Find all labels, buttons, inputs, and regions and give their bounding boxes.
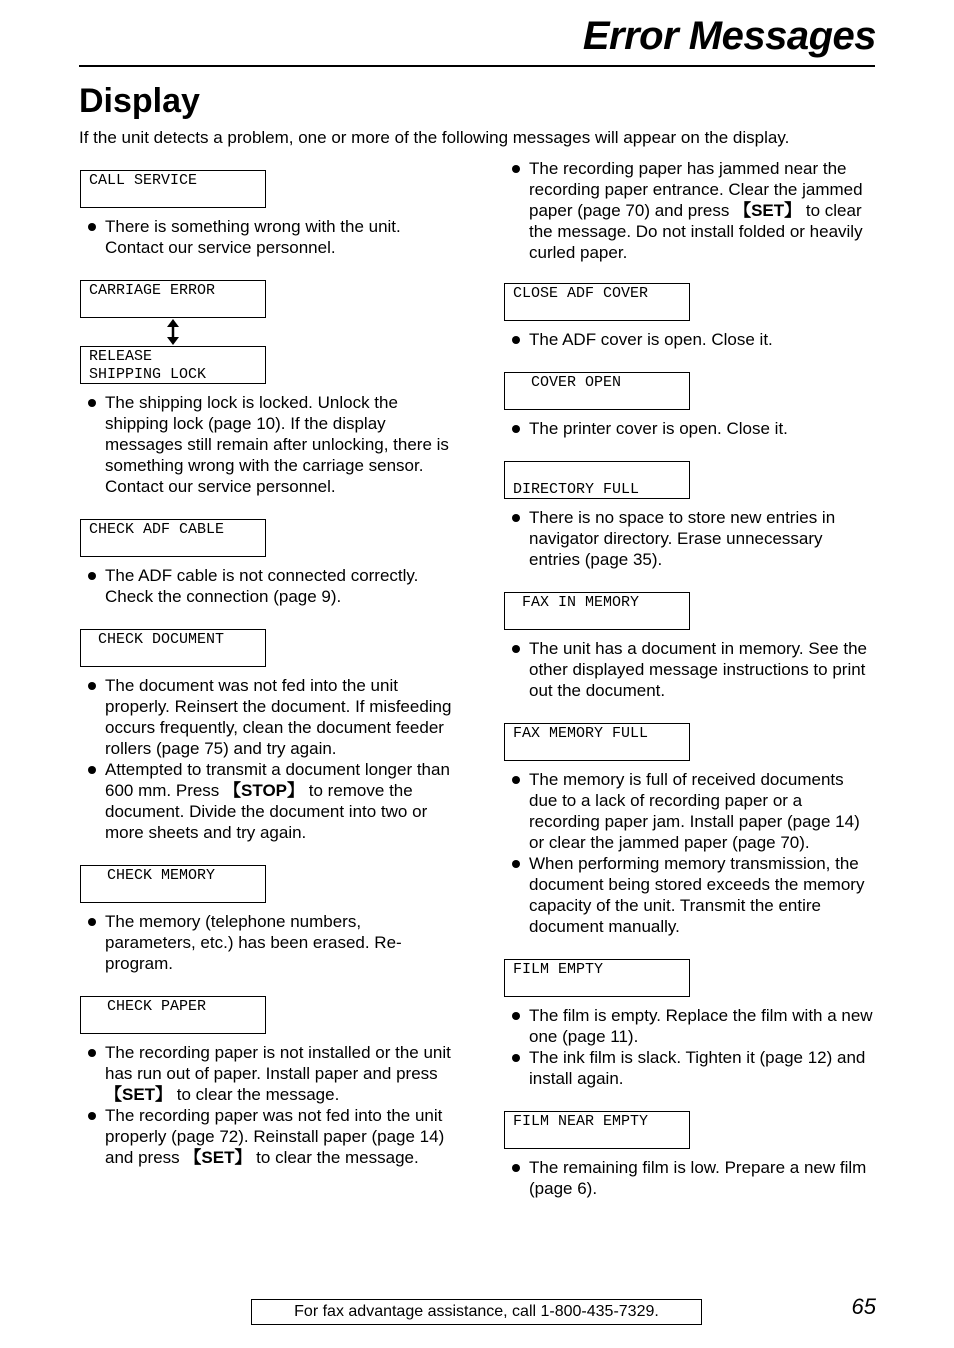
bullet-list xyxy=(504,1005,876,1089)
bullet-item: Attempted to transmit a document longer than 600 mm. Press 【STOP】 to remove the document. Divide the document into two or more sheets and try again. xyxy=(80,759,452,843)
bullet-item: The recording paper was not fed into the unit properly (page 72). Reinstall paper (page 14) and press 【SET】 to clear the message. xyxy=(80,1105,452,1168)
display-message: CHECK ADF CABLE xyxy=(80,519,266,557)
key-label: 【SET】 xyxy=(734,201,802,220)
right-column xyxy=(504,158,876,1221)
bullet-list xyxy=(80,911,452,974)
display-message: COVER OPEN xyxy=(504,372,690,410)
bullet-list xyxy=(80,675,452,843)
bullet-item: The recording paper has jammed near the recording paper entrance. Clear the jammed paper (page 70) and press 【SET】 to clear the message. Do not install folded or heavily curled paper. xyxy=(504,158,876,263)
display-message: DIRECTORY FULL xyxy=(504,461,690,499)
bullet-list xyxy=(504,769,876,937)
bullet-item: The recording paper is not installed or the unit has run out of paper. Install paper and press 【SET】 to clear the message. xyxy=(80,1042,452,1105)
bullet-item: The ADF cover is open. Close it. xyxy=(504,329,876,350)
bullet-item: The film is empty. Replace the film with a new one (page 11). xyxy=(504,1005,876,1047)
display-message: FILM NEAR EMPTY xyxy=(504,1111,690,1149)
entry-cover-open xyxy=(504,372,876,439)
footer-assistance: For fax advantage assistance, call 1-800-435-7329. xyxy=(251,1299,702,1325)
bullet-item: The document was not fed into the unit properly. Reinsert the document. If misfeeding occurs frequently, clean the document feeder rollers (page 75) and try again. xyxy=(80,675,452,759)
bullet-list xyxy=(504,158,876,263)
entry-close-adf-cover xyxy=(504,283,876,350)
bullet-item: The printer cover is open. Close it. xyxy=(504,418,876,439)
key-label: 【SET】 xyxy=(184,1148,252,1167)
entry-film-near-empty xyxy=(504,1111,876,1199)
display-message: CHECK PAPER xyxy=(80,996,266,1034)
bullet-item: The remaining film is low. Prepare a new film (page 6). xyxy=(504,1157,876,1199)
header-title: Error Messages xyxy=(582,14,876,58)
entry-fax-in-memory xyxy=(504,592,876,701)
entry-check-adf-cable xyxy=(80,519,452,607)
display-message: CLOSE ADF COVER xyxy=(504,283,690,321)
display-message: CALL SERVICE xyxy=(80,170,266,208)
entry-directory-full xyxy=(504,461,876,570)
bullet-item: The unit has a document in memory. See the other displayed message instructions to print out the document. xyxy=(504,638,876,701)
bullet-item: There is no space to store new entries in navigator directory. Erase unnecessary entries (page 35). xyxy=(504,507,876,570)
display-message-alt: RELEASE SHIPPING LOCK xyxy=(80,346,266,384)
bullet-list xyxy=(504,638,876,701)
bullet-list xyxy=(80,1042,452,1168)
bullet-list xyxy=(504,1157,876,1199)
bullet-item: The ink film is slack. Tighten it (page 12) and install again. xyxy=(504,1047,876,1089)
bullet-item: The ADF cable is not connected correctly. Check the connection (page 9). xyxy=(80,565,452,607)
entry-fax-memory-full xyxy=(504,723,876,937)
display-message: FAX MEMORY FULL xyxy=(504,723,690,761)
bullet-item: The memory is full of received documents due to a lack of recording paper or a recording paper jam. Install paper (page 14) or clear the jammed paper (page 70). xyxy=(504,769,876,853)
entry-film-empty xyxy=(504,959,876,1089)
display-message: CHECK MEMORY xyxy=(80,865,266,903)
display-message: CARRIAGE ERROR xyxy=(80,280,266,318)
bullet-item: There is something wrong with the unit. Contact our service personnel. xyxy=(80,216,452,258)
entry-check-memory xyxy=(80,865,452,974)
key-label: 【STOP】 xyxy=(224,781,305,800)
entry-check-document xyxy=(80,629,452,843)
left-column xyxy=(80,170,452,1190)
bullet-list xyxy=(504,329,876,350)
display-message: FILM EMPTY xyxy=(504,959,690,997)
bullet-item: The memory (telephone numbers, parameters, etc.) has been erased. Re-program. xyxy=(80,911,452,974)
entry-call-service xyxy=(80,170,452,258)
header-rule xyxy=(79,65,875,67)
bullet-list xyxy=(504,418,876,439)
bullet-list xyxy=(80,392,452,497)
bullet-item: The shipping lock is locked. Unlock the shipping lock (page 10). If the display messages still remain after unlocking, there is something wrong with the carriage sensor. Contact our service personnel. xyxy=(80,392,452,497)
alternating-arrow-icon xyxy=(80,318,266,346)
bullet-list xyxy=(80,216,452,258)
entry-paper-jam-continued xyxy=(504,158,876,263)
display-message: CHECK DOCUMENT xyxy=(80,629,266,667)
bullet-list xyxy=(504,507,876,570)
entry-carriage-error xyxy=(80,280,452,497)
page-number: 65 xyxy=(851,1294,876,1319)
display-message: FAX IN MEMORY xyxy=(504,592,690,630)
intro-text: If the unit detects a problem, one or more of the following messages will appear on the display. xyxy=(79,128,790,147)
entry-check-paper xyxy=(80,996,452,1168)
bullet-list xyxy=(80,565,452,607)
key-label: 【SET】 xyxy=(105,1085,173,1104)
section-title: Display xyxy=(79,82,200,120)
bullet-item: When performing memory transmission, the document being stored exceeds the memory capacity of the unit. Transmit the entire document manually. xyxy=(504,853,876,937)
